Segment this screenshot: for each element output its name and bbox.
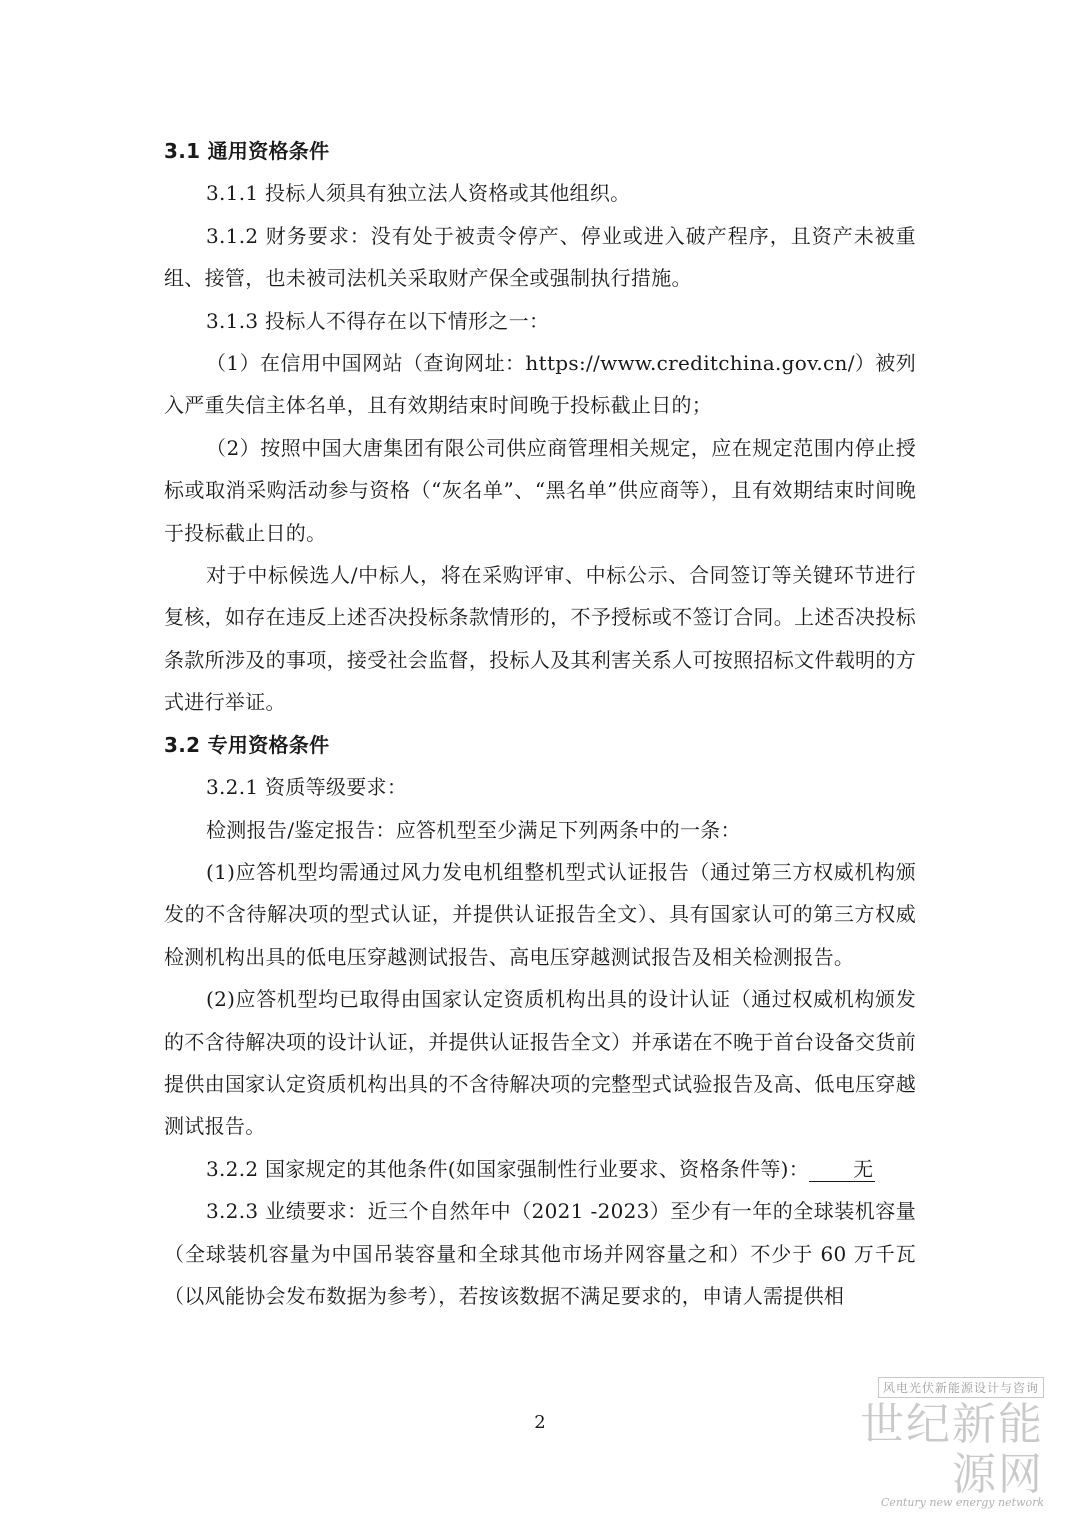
paragraph-3-2-3: 3.2.3 业绩要求：近三个自然年中（2021 -2023）至少有一年的全球装机容量（全球装机容量为中国吊装容量和全球其他市场并网容量之和）不少于 60 万千瓦（以风能协会发布数据为参考），若按该数据不满足要求的，申请人需提供相 [164,1199,916,1308]
paragraph-item-2: （2）按照中国大唐集团有限公司供应商管理相关规定，应在规定范围内停止授标或取消采购活动参与资格（“灰名单”、“黑名单”供应商等），且有效期结束时间晚于投标截止日的。 [164,435,916,545]
underlined-value: 无 [809,1157,875,1182]
watermark-main-text: 世纪新能源网 [860,1399,1044,1500]
paragraph-3-2-2 [164,1148,916,1190]
paragraph-review-notice: 对于中标候选人/中标人，将在采购评审、中标公示、合同签订等关键环节进行复核，如存在违反上述否决投标条款情形的，不予授标或不签订合同。上述否决投标条款所涉及的事项，接受社会监督，投标人及其利害关系人可按照招标文件载明的方式进行举证。 [164,563,916,715]
paragraph-3-2-2-text: 3.2.2 国家规定的其他条件(如国家强制性行业要求、资格条件等)： [206,1156,810,1181]
section-heading-3-1: 3.1 通用资格条件 [164,139,330,163]
paragraph-3-2-1: 3.2.1 资质等级要求： [206,775,408,800]
watermark [844,1377,1044,1509]
paragraph-item-1: （1）在信用中国网站（查询网址：https://www.creditchina.gov.cn/）被列入严重失信主体名单，且有效期结束时间晚于投标截止日的； [164,351,916,418]
section-heading-3-2: 3.2 专用资格条件 [164,732,330,757]
paragraph-condition-2: (2)应答机型均已取得由国家认定资质机构出具的设计认证（通过权威机构颁发的不含待解决项的设计认证，并提供认证报告全文）并承诺在不晚于首台设备交货前提供由国家认定资质机构出具的不含待解决项的完整型式试验报告及高、低电压穿越测试报告。 [164,987,916,1139]
watermark-sub-text: Century new energy network [880,1496,1044,1509]
paragraph-3-1-1: 3.1.1 投标人须具有独立法人资格或其他组织。 [206,181,631,206]
page-number: 2 [534,1412,546,1433]
paragraph-3-1-2: 3.1.2 财务要求：没有处于被责令停产、停业或进入破产程序，且资产未被重组、接管，也未被司法机关采取财产保全或强制执行措施。 [164,223,916,291]
paragraph-test-report: 检测报告/鉴定报告：应答机型至少满足下列两条中的一条： [206,817,741,842]
paragraph-3-1-3: 3.1.3 投标人不得存在以下情形之一： [206,308,550,333]
watermark-top-label: 风电光伏新能源设计与咨询 [878,1377,1044,1398]
document-body [164,130,916,1317]
paragraph-condition-1: (1)应答机型均需通过风力发电机组整机型式认证报告（通过第三方权威机构颁发的不含待解决项的型式认证，并提供认证报告全文）、具有国家认可的第三方权威检测机构出具的低电压穿越测试报告、高电压穿越测试报告及相关检测报告。 [164,859,916,969]
